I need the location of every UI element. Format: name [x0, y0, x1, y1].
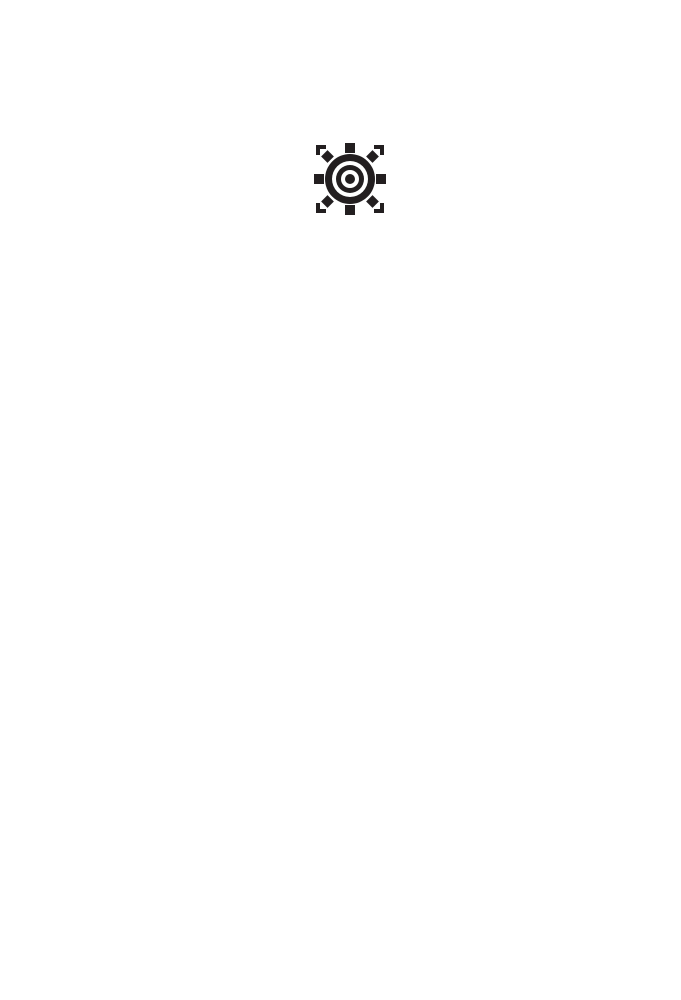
sun-emblem-icon: [314, 143, 386, 215]
folk-triangle-footer-icon: [572, 904, 681, 926]
folk-triangle-footer-icon: [0, 904, 130, 926]
folk-triangle-border-icon: [0, 72, 681, 106]
body-text: [116, 345, 596, 350]
